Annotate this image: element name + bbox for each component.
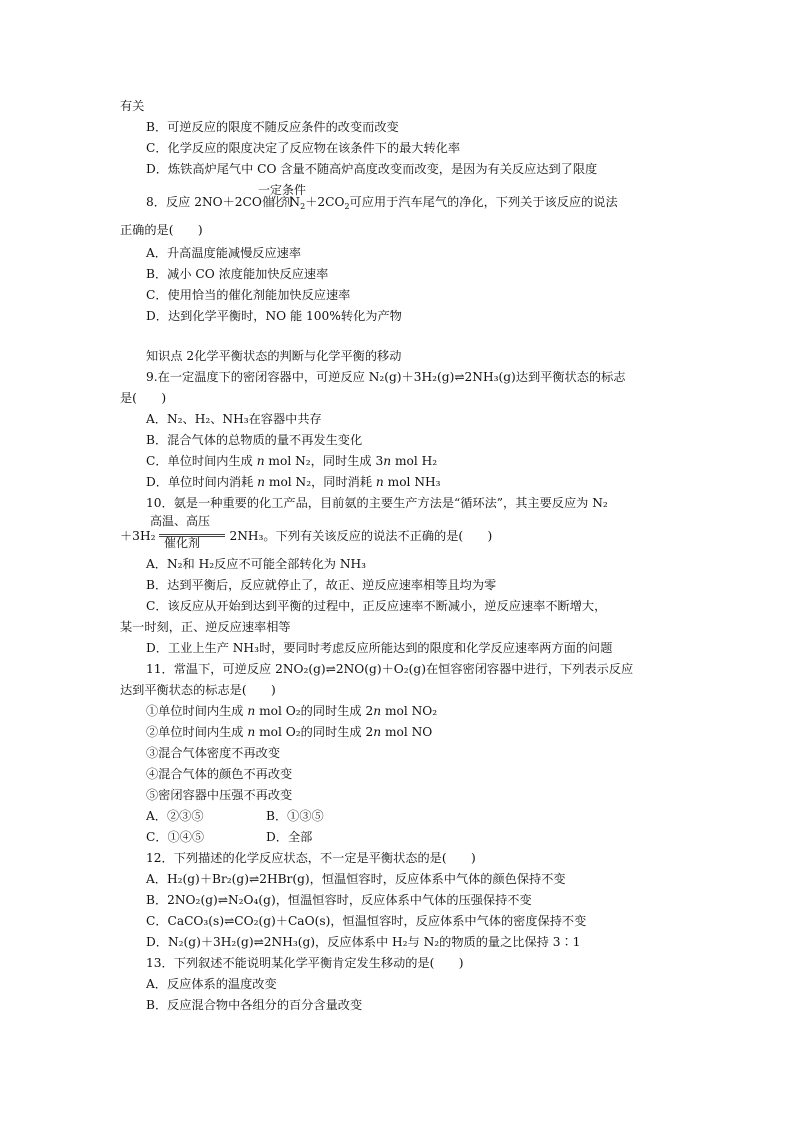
q10-condition-bottom: 催化剂 [164, 536, 201, 550]
q12-stem: 12．下列描述的化学反应状态，不一定是平衡状态的是( ) [146, 851, 476, 865]
q13-option-b: B．反应混合物中各组分的百分含量改变 [146, 998, 363, 1012]
q11-stem-line2: 达到平衡状态的标志是( ) [120, 683, 276, 697]
q8-reaction-arrow: 催化剂 [261, 195, 290, 209]
q9-stem: 9.在一定温度下的密闭容器中，可逆反应 N₂(g)＋3H₂(g)⇌2NH₃(g)达到平衡状态的标志 [146, 370, 626, 384]
q10-option-c-line2: 某一时刻，正、逆反应速率相等 [120, 620, 291, 634]
q11-statement-5: ⑤密闭容器中压强不再改变 [146, 788, 293, 802]
q12-option-b: B．2NO₂(g)⇌N₂O₄(g)，恒温恒容时，反应体系中气体的压强保持不变 [146, 893, 532, 907]
q8-stem-line2: 正确的是( ) [120, 223, 203, 237]
q11-statement-4: ④混合气体的颜色不再改变 [146, 767, 293, 781]
q8-stem: 8．反应 2NO＋2CO催化剂$N_2+2CO_2$可应用于汽车尾气的净化，下列关于该反应的说法 [146, 195, 618, 211]
q7-option-c: C．化学反应的限度决定了反应物在该条件下的最大转化率 [146, 141, 461, 155]
q11-option-d: D．全部 [266, 830, 313, 844]
q10-condition-top: 高温、高压 [150, 514, 211, 528]
q7-option-d: D．炼铁高炉尾气中 CO 含量不随高炉高度改变而改变，是因为有关反应达到了限度 [146, 162, 598, 176]
q13-option-a: A．反应体系的温度改变 [146, 977, 277, 991]
q10-stem-line2: ＋3H₂ 2NH₃。下列有关该反应的说法不正确的是( ) [120, 526, 492, 544]
q12-option-c: C．CaCO₃(s)⇌CO₂(g)＋CaO(s)，恒温恒容时，反应体系中气体的密度保持不变 [146, 914, 587, 928]
q11-option-c: C．①④⑤ [146, 830, 205, 844]
q12-option-a: A．H₂(g)＋Br₂(g)⇌2HBr(g)，恒温恒容时，反应体系中气体的颜色保持不变 [146, 872, 566, 886]
q11-option-a: A．②③⑤ [146, 809, 204, 823]
q8-option-c: C．使用恰当的催化剂能加快反应速率 [146, 288, 351, 302]
q8-option-d: D．达到化学平衡时，NO 能 100%转化为产物 [146, 309, 402, 323]
q7-continuation: 有关 [120, 99, 145, 113]
q12-option-d: D．N₂(g)＋3H₂(g)⇌2NH₃(g)，反应体系中 H₂与 N₂的物质的量之比保持 3∶1 [146, 935, 581, 949]
q8-option-a: A．升高温度能减慢反应速率 [146, 246, 302, 260]
q10-option-c: C．该反应从开始到达到平衡的过程中，正反应速率不断减小，逆反应速率不断增大， [146, 599, 607, 613]
q13-stem: 13．下列叙述不能说明某化学平衡肯定发生移动的是( ) [146, 956, 464, 970]
q9-option-a: A．N₂、H₂、NH₃在容器中共存 [146, 412, 322, 426]
q10-stem: 10．氨是一种重要的化工产品，目前氨的主要生产方法是“循环法”，其主要反应为 N₂ [146, 496, 608, 510]
q10-option-d: D．工业上生产 NH₃时，要同时考虑反应所能达到的限度和化学反应速率两方面的问题 [146, 641, 613, 655]
q11-statement-2: ②单位时间内生成 n mol O₂的同时生成 2n mol NO [146, 725, 433, 739]
q9-stem-line2: 是( ) [120, 391, 167, 405]
section-heading: 知识点 2化学平衡状态的判断与化学平衡的移动 [146, 349, 402, 363]
q8-reaction-condition: 一定条件 [258, 183, 307, 197]
q11-stem: 11．常温下，可逆反应 2NO₂(g)⇌2NO(g)＋O₂(g)在恒容密闭容器中进行，下列表示反应 [146, 662, 634, 676]
q10-option-a: A．N₂和 H₂反应不可能全部转化为 NH₃ [146, 557, 367, 571]
q11-statement-1: ①单位时间内生成 n mol O₂的同时生成 2n mol NO₂ [146, 704, 438, 718]
q8-option-b: B．减小 CO 浓度能加快反应速率 [146, 267, 329, 281]
q7-option-b: B．可逆反应的限度不随反应条件的改变而改变 [146, 120, 399, 134]
q11-statement-3: ③混合气体密度不再改变 [146, 746, 281, 760]
q11-option-b: B．①③⑤ [266, 809, 324, 823]
q9-option-c: C．单位时间内生成 n mol N₂，同时生成 3n mol H₂ [146, 454, 438, 468]
q9-option-d: D．单位时间内消耗 n mol N₂，同时消耗 n mol NH₃ [146, 475, 441, 489]
q9-option-b: B．混合气体的总物质的量不再发生变化 [146, 433, 363, 447]
q10-option-b: B．达到平衡后，反应就停止了，故正、逆反应速率相等且均为零 [146, 578, 497, 592]
